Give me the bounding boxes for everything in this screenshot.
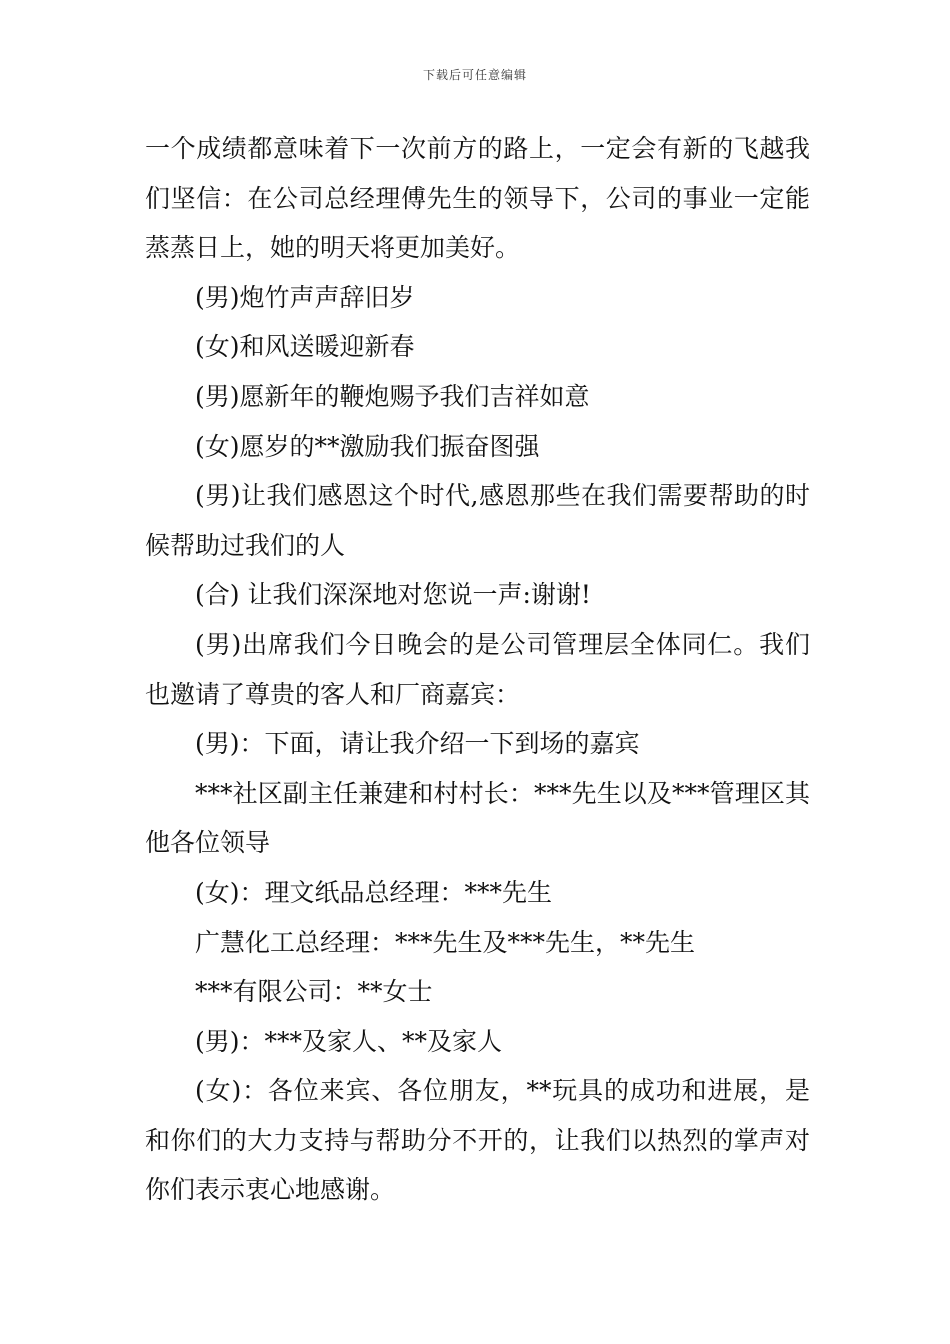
paragraph-8: (男)出席我们今日晚会的是公司管理层全体同仁。我们也邀请了尊贵的客人和厂商嘉宾：: [145, 629, 810, 709]
document-body: [145, 124, 810, 1215]
paragraph-13: ***有限公司：**女士: [195, 977, 433, 1007]
paragraph-11: (女)：理文纸品总经理：***先生: [195, 877, 553, 907]
paragraph-7: (合) 让我们深深地对您说一声:谢谢!: [195, 580, 591, 610]
paragraph-14: (男)：***及家人、**及家人: [195, 1026, 503, 1056]
paragraph-2: (男)炮竹声声辞旧岁: [195, 282, 415, 312]
paragraph-12: 广慧化工总经理：***先生及***先生，**先生: [195, 927, 696, 957]
paragraph-9: (男)：下面，请让我介绍一下到场的嘉宾: [195, 729, 640, 759]
paragraph-5: (女)愿岁的**激励我们振奋图强: [195, 431, 540, 461]
paragraph-3: (女)和风送暖迎新春: [195, 332, 415, 362]
paragraph-4: (男)愿新年的鞭炮赐予我们吉祥如意: [195, 381, 590, 411]
page-header: 下载后可任意编辑: [422, 68, 527, 82]
paragraph-10: ***社区副主任兼建和村村长：***先生以及***管理区其他各位领导: [145, 778, 810, 858]
paragraph-6: (男)让我们感恩这个时代,感恩那些在我们需要帮助的时候帮助过我们的人: [145, 481, 810, 560]
paragraph-1: 一个成绩都意味着下一次前方的路上，一定会有新的飞越我们坚信：在公司总经理傅先生的领导下，公司的事业一定能蒸蒸日上，她的明天将更加美好。: [145, 134, 810, 263]
paragraph-15: (女)：各位来宾、各位朋友，**玩具的成功和进展，是和你们的大力支持与帮助分不开的，让我们以热烈的掌声对你们表示衷心地感谢。: [145, 1076, 810, 1205]
